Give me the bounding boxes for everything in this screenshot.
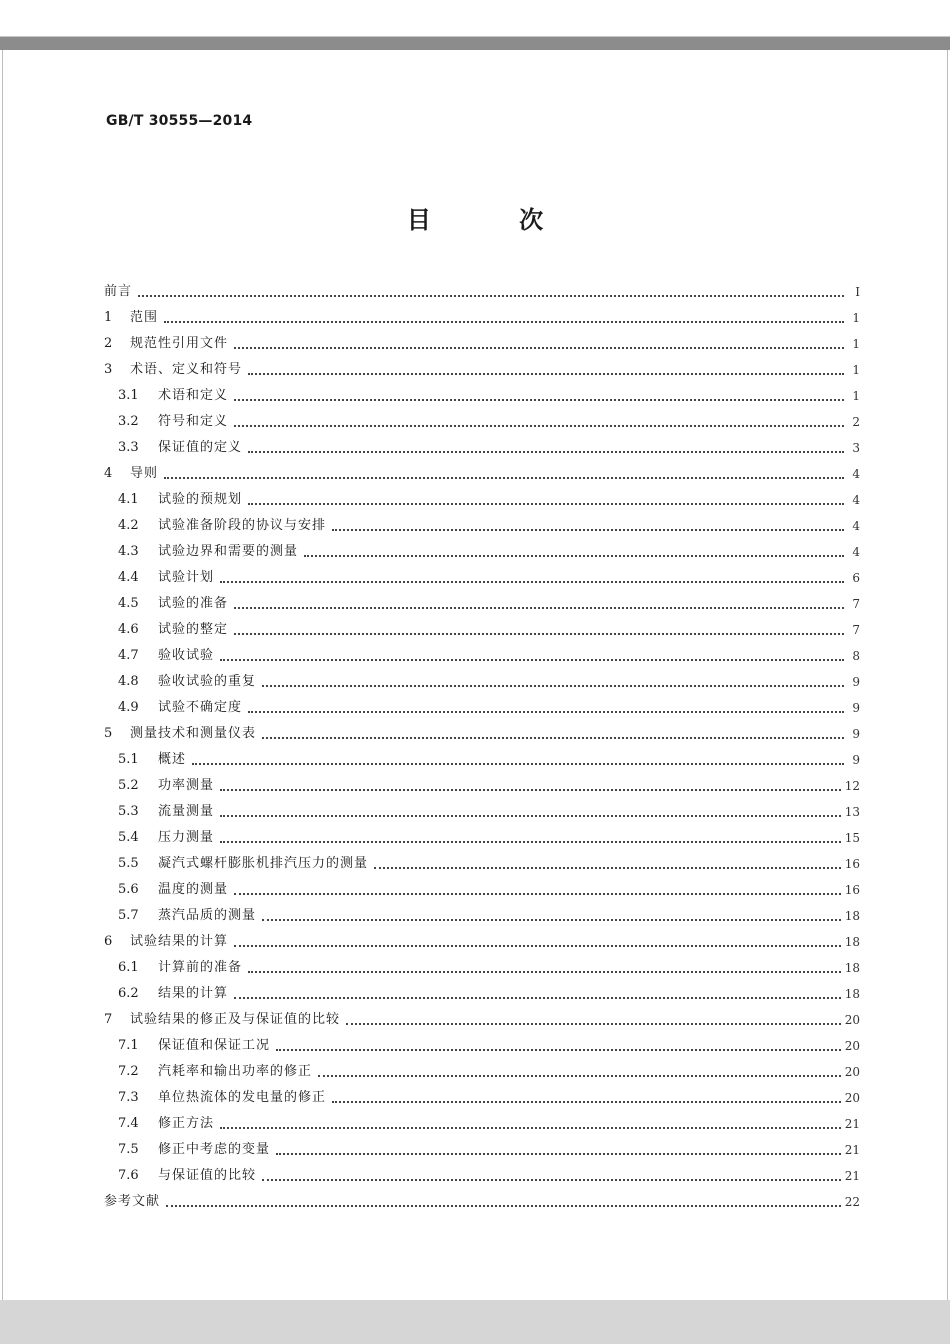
toc-leader-dots: [262, 918, 841, 921]
toc-entry-number: 6.2: [118, 986, 139, 1001]
toc-entry-number: 4.9: [118, 700, 139, 715]
toc-entry-number: 6: [104, 934, 113, 949]
toc-entry-page: 1: [852, 363, 860, 377]
toc-entry-page: 13: [844, 805, 860, 819]
toc-entry-title: 试验的整定: [158, 622, 229, 637]
toc-entry-page: 1: [852, 389, 860, 403]
toc-leader-dots: [220, 788, 841, 791]
toc-entry[interactable]: [104, 898, 860, 924]
toc-entry-title: 功率测量: [158, 778, 215, 793]
toc-entry-page: 16: [844, 883, 860, 897]
toc-entry-page: 15: [844, 831, 860, 845]
toc-entry[interactable]: [104, 1158, 860, 1184]
toc-entry-title: 修正中考虑的变量: [158, 1142, 271, 1157]
toc-entry[interactable]: [104, 586, 860, 612]
toc-entry[interactable]: [104, 820, 860, 846]
toc-leader-dots: [220, 814, 841, 817]
toc-entry-title: 术语、定义和符号: [130, 362, 243, 377]
toc-entry[interactable]: [104, 1054, 860, 1080]
toc-entry-title: 符号和定义: [158, 414, 229, 429]
toc-entry-number: 5.2: [118, 778, 139, 793]
toc-leader-dots: [234, 632, 844, 635]
toc-entry-page: 4: [852, 467, 860, 481]
toc-entry-page: 1: [852, 311, 860, 325]
toc-entry-number: 3.3: [118, 440, 139, 455]
toc-entry-page: 16: [844, 857, 860, 871]
toc-entry-page: 1: [852, 337, 860, 351]
toc-leader-dots: [332, 1100, 841, 1103]
toc-entry[interactable]: [104, 404, 860, 430]
toc-entry-number: 4: [104, 466, 113, 481]
toc-entry-number: 5.3: [118, 804, 139, 819]
toc-entry-title: 试验结果的计算: [130, 934, 229, 949]
toc-entry[interactable]: [104, 278, 860, 300]
toc-entry-page: 2: [852, 415, 860, 429]
toc-entry[interactable]: [104, 1184, 860, 1210]
toc-entry-title: 单位热流体的发电量的修正: [158, 1090, 327, 1105]
toc-leader-dots: [248, 372, 844, 375]
toc-leader-dots: [262, 736, 844, 739]
toc-entry[interactable]: [104, 430, 860, 456]
toc-entry[interactable]: [104, 872, 860, 898]
toc-entry-page: 18: [844, 987, 860, 1001]
toc-entry-title: 试验结果的修正及与保证值的比较: [130, 1012, 341, 1027]
toc-entry[interactable]: [104, 508, 860, 534]
toc-entry-title: 前言: [104, 284, 133, 299]
toc-entry-number: 7.4: [118, 1116, 139, 1131]
toc-entry-number: 4.5: [118, 596, 139, 611]
toc-entry-title: 验收试验的重复: [158, 674, 257, 689]
toc-entry-page: 22: [844, 1195, 860, 1209]
toc-entry[interactable]: [104, 768, 860, 794]
toc-entry-page: 3: [852, 441, 860, 455]
toc-entry-page: 20: [844, 1065, 860, 1079]
toc-leader-dots: [262, 684, 844, 687]
toc-entry-title: 结果的计算: [158, 986, 229, 1001]
toc-entry-title: 温度的测量: [158, 882, 229, 897]
toc-entry-number: 7.5: [118, 1142, 139, 1157]
toc-entry-title: 蒸汽品质的测量: [158, 908, 257, 923]
toc-leader-dots: [248, 970, 841, 973]
toc-entry-title: 流量测量: [158, 804, 215, 819]
toc-entry-title: 压力测量: [158, 830, 215, 845]
toc-entry-title: 汽耗率和输出功率的修正: [158, 1064, 313, 1079]
toc-entry-page: 9: [852, 753, 860, 767]
table-of-contents: [104, 278, 860, 1210]
toc-entry-title: 术语和定义: [158, 388, 229, 403]
toc-entry-title: 规范性引用文件: [130, 336, 229, 351]
toc-entry-number: 5.1: [118, 752, 139, 767]
toc-leader-dots: [220, 658, 844, 661]
toc-leader-dots: [234, 892, 841, 895]
toc-entry-number: 3.1: [118, 388, 139, 403]
toc-entry-page: 4: [852, 545, 860, 559]
toc-entry[interactable]: [104, 1132, 860, 1158]
toc-entry-page: 4: [852, 519, 860, 533]
toc-entry[interactable]: [104, 1028, 860, 1054]
toc-entry-title: 保证值和保证工况: [158, 1038, 271, 1053]
toc-entry-page: 7: [852, 623, 860, 637]
toc-leader-dots: [276, 1048, 841, 1051]
toc-entry-title: 凝汽式螺杆膨胀机排汽压力的测量: [158, 856, 369, 871]
toc-entry[interactable]: [104, 534, 860, 560]
toc-entry-title: 试验边界和需要的测量: [158, 544, 299, 559]
toc-leader-dots: [304, 554, 844, 557]
toc-entry-number: 5.5: [118, 856, 139, 871]
viewer-bottom-bar: [0, 1300, 950, 1344]
toc-entry-number: 5.6: [118, 882, 139, 897]
toc-entry[interactable]: [104, 560, 860, 586]
toc-entry-title: 试验计划: [158, 570, 215, 585]
toc-entry[interactable]: [104, 742, 860, 768]
page-title: 目 次: [406, 206, 584, 234]
toc-entry-page: 6: [852, 571, 860, 585]
toc-entry[interactable]: [104, 950, 860, 976]
toc-entry-title: 测量技术和测量仪表: [130, 726, 257, 741]
toc-entry[interactable]: [104, 300, 860, 326]
toc-entry-title: 范围: [130, 310, 159, 325]
toc-entry-page: 20: [844, 1013, 860, 1027]
toc-entry[interactable]: [104, 924, 860, 950]
toc-leader-dots: [248, 502, 844, 505]
toc-leader-dots: [248, 710, 844, 713]
toc-leader-dots: [332, 528, 844, 531]
toc-leader-dots: [164, 320, 844, 323]
toc-entry-title: 验收试验: [158, 648, 215, 663]
toc-entry-number: 4.8: [118, 674, 139, 689]
toc-entry-number: 7.1: [118, 1038, 139, 1053]
toc-entry[interactable]: [104, 456, 860, 482]
toc-entry-title: 修正方法: [158, 1116, 215, 1131]
toc-leader-dots: [220, 1126, 841, 1129]
toc-leader-dots: [346, 1022, 841, 1025]
toc-entry-page: 21: [844, 1117, 860, 1131]
toc-leader-dots: [318, 1074, 841, 1077]
toc-entry-page: 21: [844, 1143, 860, 1157]
toc-entry[interactable]: [104, 794, 860, 820]
toc-entry[interactable]: [104, 326, 860, 352]
toc-entry[interactable]: [104, 638, 860, 664]
toc-entry[interactable]: [104, 690, 860, 716]
toc-leader-dots: [248, 450, 844, 453]
toc-entry-title: 与保证值的比较: [158, 1168, 257, 1183]
toc-entry-page: 18: [844, 935, 860, 949]
toc-leader-dots: [192, 762, 844, 765]
viewer-top-bar: [0, 0, 950, 50]
toc-entry-page: 9: [852, 727, 860, 741]
toc-entry-page: 21: [844, 1169, 860, 1183]
toc-entry-number: 4.6: [118, 622, 139, 637]
toc-leader-dots: [234, 424, 844, 427]
toc-entry-number: 5: [104, 726, 113, 741]
toc-entry[interactable]: [104, 716, 860, 742]
toc-leader-dots: [220, 840, 841, 843]
toc-entry-number: 7: [104, 1012, 113, 1027]
toc-entry[interactable]: [104, 976, 860, 1002]
toc-entry-page: 18: [844, 961, 860, 975]
toc-entry-number: 4.1: [118, 492, 139, 507]
toc-entry-number: 7.3: [118, 1090, 139, 1105]
toc-leader-dots: [220, 580, 844, 583]
toc-leader-dots: [276, 1152, 841, 1155]
toc-entry-title: 试验准备阶段的协议与安排: [158, 518, 327, 533]
toc-entry-title: 试验的准备: [158, 596, 229, 611]
toc-entry-page: 7: [852, 597, 860, 611]
toc-entry-number: 5.4: [118, 830, 139, 845]
toc-entry-number: 4.2: [118, 518, 139, 533]
toc-entry-page: 20: [844, 1039, 860, 1053]
toc-entry[interactable]: [104, 1106, 860, 1132]
toc-leader-dots: [262, 1178, 841, 1181]
toc-entry-number: 7.2: [118, 1064, 139, 1079]
toc-entry-title: 试验不确定度: [158, 700, 243, 715]
toc-leader-dots: [234, 944, 841, 947]
toc-entry-number: 4.4: [118, 570, 139, 585]
toc-leader-dots: [234, 346, 844, 349]
toc-entry-title: 参考文献: [104, 1194, 161, 1209]
toc-entry-title: 计算前的准备: [158, 960, 243, 975]
toc-entry-page: 4: [852, 493, 860, 507]
toc-entry-title: 导则: [130, 466, 159, 481]
toc-entry-page: I: [855, 285, 860, 299]
toc-entry-number: 4.7: [118, 648, 139, 663]
toc-entry[interactable]: [104, 378, 860, 404]
toc-leader-dots: [374, 866, 841, 869]
toc-leader-dots: [234, 996, 841, 999]
toc-entry-number: 6.1: [118, 960, 139, 975]
toc-entry-number: 3: [104, 362, 113, 377]
toc-entry[interactable]: [104, 846, 860, 872]
toc-entry-number: 2: [104, 336, 113, 351]
toc-leader-dots: [166, 1204, 841, 1207]
toc-entry[interactable]: [104, 352, 860, 378]
toc-entry-page: 20: [844, 1091, 860, 1105]
toc-entry-title: 概述: [158, 752, 187, 767]
toc-entry-page: 9: [852, 701, 860, 715]
toc-entry-title: 试验的预规划: [158, 492, 243, 507]
toc-entry[interactable]: [104, 482, 860, 508]
toc-entry-number: 4.3: [118, 544, 139, 559]
toc-leader-dots: [234, 398, 844, 401]
toc-entry-title: 保证值的定义: [158, 440, 243, 455]
toc-entry-page: 12: [844, 779, 860, 793]
toc-leader-dots: [138, 294, 844, 297]
toc-entry[interactable]: [104, 1002, 860, 1028]
toc-leader-dots: [234, 606, 844, 609]
toc-leader-dots: [164, 476, 844, 479]
toc-entry-page: 18: [844, 909, 860, 923]
toc-entry[interactable]: [104, 1080, 860, 1106]
standard-code: GB/T 30555—2014: [106, 113, 253, 129]
toc-entry-number: 7.6: [118, 1168, 139, 1183]
toc-entry-page: 8: [852, 649, 860, 663]
toc-entry-number: 1: [104, 310, 113, 325]
toc-entry-page: 9: [852, 675, 860, 689]
toc-entry[interactable]: [104, 664, 860, 690]
toc-entry-number: 5.7: [118, 908, 139, 923]
toc-entry[interactable]: [104, 612, 860, 638]
toc-entry-number: 3.2: [118, 414, 139, 429]
